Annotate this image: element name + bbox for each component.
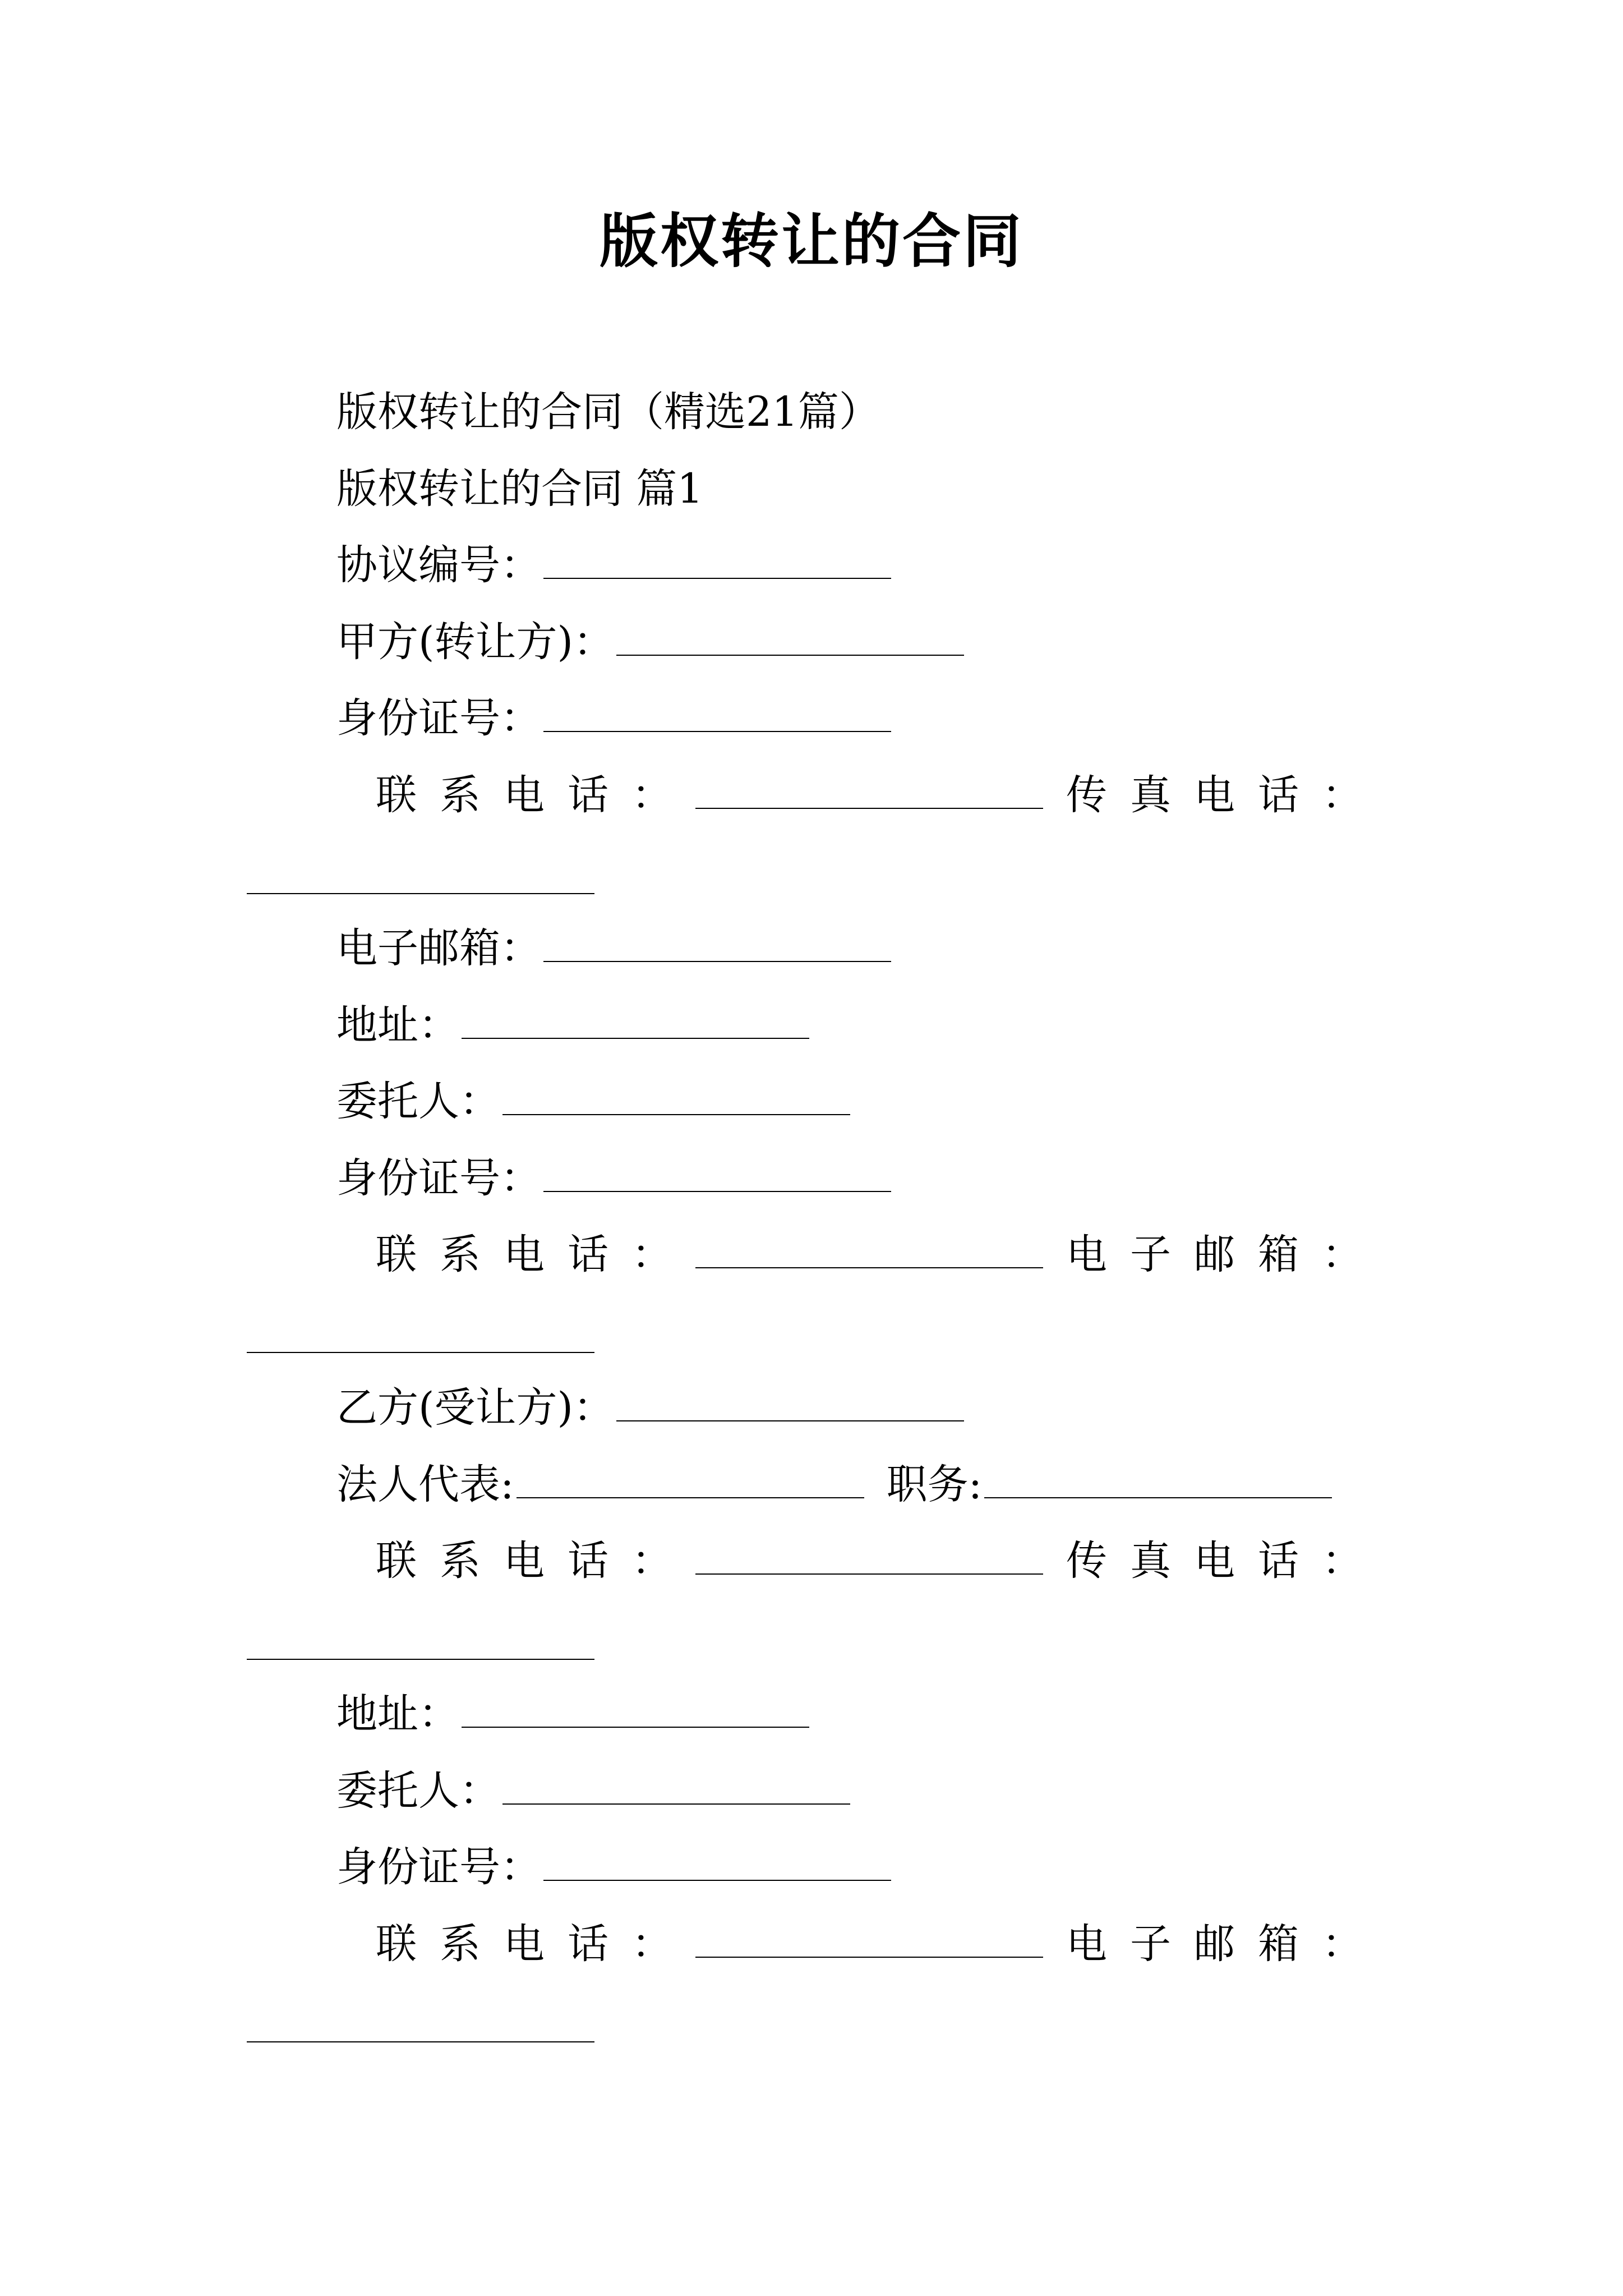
party-b-agent-field[interactable]	[502, 1803, 850, 1805]
label-char: 联	[376, 771, 417, 819]
label-char: 话	[568, 1537, 608, 1585]
label-char: 电	[1194, 1537, 1235, 1585]
party-b-agent-label: 委托人：	[336, 1767, 500, 1815]
label-char: 话	[568, 1920, 608, 1968]
party-b-fax-field[interactable]	[247, 1659, 594, 1660]
party-a-address-field[interactable]	[462, 1038, 809, 1039]
label-char: ：	[631, 1537, 672, 1585]
label-char: 电	[1066, 1920, 1107, 1968]
label-char: 系	[440, 1231, 481, 1278]
document-title: 版权转让的合同	[599, 206, 1023, 275]
party-a-email-label: 电子邮箱：	[336, 924, 541, 972]
party-b-agent-phone-email-row	[376, 1916, 1363, 1972]
label-char: ：	[1322, 771, 1363, 819]
party-b-agent-row	[336, 1763, 850, 1819]
label-char: 电	[504, 771, 545, 819]
label-char: 真	[1130, 1537, 1171, 1585]
party-a-id-field[interactable]	[543, 731, 891, 732]
party-a-email-row	[336, 921, 891, 977]
label-char: 联	[376, 1537, 417, 1585]
label-char: ：	[631, 1231, 672, 1278]
party-a-fax-field[interactable]	[247, 893, 594, 894]
party-a-phone-field[interactable]	[695, 808, 1043, 809]
party-b-phone-field[interactable]	[695, 1573, 1043, 1575]
label-char: 传	[1066, 1537, 1107, 1585]
party-a-email-field[interactable]	[543, 961, 891, 962]
label-char: 电	[1066, 1231, 1107, 1278]
party-b-agent-id-label: 身份证号：	[336, 1843, 541, 1891]
document-subtitle: 版权转让的合同（精选21篇）	[336, 388, 880, 436]
label-char: ：	[631, 1920, 672, 1968]
party-a-agent-id-field[interactable]	[543, 1191, 891, 1192]
party-b-phone-fax-row	[376, 1533, 1363, 1589]
party-a-agent-id-row	[336, 1151, 891, 1207]
party-b-field[interactable]	[616, 1420, 964, 1421]
label-char: 系	[440, 771, 481, 819]
party-a-address-label: 地址：	[336, 1001, 459, 1049]
party-a-agent-row	[336, 1074, 850, 1130]
party-a-field[interactable]	[616, 655, 964, 656]
label-char: 电	[504, 1231, 545, 1278]
label-char: 话	[568, 771, 608, 819]
label-char: 传	[1066, 771, 1107, 819]
label-char: ：	[1322, 1231, 1363, 1278]
party-a-agent-email-field[interactable]	[247, 1352, 594, 1353]
party-a-agent-label: 委托人：	[336, 1078, 500, 1125]
label-char: 电	[504, 1537, 545, 1585]
party-a-id-row	[336, 691, 891, 747]
label-char: 真	[1130, 771, 1171, 819]
label-char: 箱	[1258, 1920, 1299, 1968]
label-char: 邮	[1194, 1920, 1235, 1968]
party-a-id-label: 身份证号：	[336, 694, 541, 742]
label-char: 子	[1130, 1231, 1171, 1278]
label-char: 系	[440, 1537, 481, 1585]
agreement-number-row	[336, 537, 891, 593]
party-a-label: 甲方(转让方)：	[336, 618, 614, 666]
position-field[interactable]	[984, 1497, 1332, 1498]
party-b-row	[336, 1380, 964, 1436]
label-char: 电	[504, 1920, 545, 1968]
legal-rep-label: 法人代表:	[336, 1461, 514, 1508]
agreement-number-label: 协议编号：	[336, 541, 541, 589]
label-char: 子	[1130, 1920, 1171, 1968]
party-b-agent-id-row	[336, 1839, 891, 1895]
party-a-agent-field[interactable]	[502, 1114, 850, 1115]
party-b-legal-rep-row	[336, 1457, 1332, 1513]
party-b-agent-id-field[interactable]	[543, 1880, 891, 1881]
party-a-agent-phone-field[interactable]	[695, 1267, 1043, 1268]
party-a-agent-phone-email-row	[376, 1227, 1363, 1283]
party-b-label: 乙方(受让方)：	[336, 1384, 614, 1432]
party-a-row	[336, 614, 964, 670]
label-char: 电	[1194, 771, 1235, 819]
label-char: 联	[376, 1920, 417, 1968]
position-label: 职务:	[886, 1461, 983, 1508]
label-char: ：	[631, 771, 672, 819]
label-char: 邮	[1194, 1231, 1235, 1278]
party-b-agent-email-field[interactable]	[247, 2041, 594, 2042]
party-b-agent-phone-field[interactable]	[695, 1957, 1043, 1958]
label-char: 话	[568, 1231, 608, 1278]
party-b-address-row	[336, 1686, 809, 1742]
label-char: 联	[376, 1231, 417, 1278]
party-b-address-field[interactable]	[462, 1727, 809, 1728]
agreement-number-field[interactable]	[543, 578, 891, 579]
label-char: 话	[1258, 1537, 1299, 1585]
party-a-address-row	[336, 997, 809, 1053]
label-char: 系	[440, 1920, 481, 1968]
label-char: ：	[1322, 1920, 1363, 1968]
section-heading: 版权转让的合同 篇1	[336, 465, 703, 513]
party-a-agent-id-label: 身份证号：	[336, 1154, 541, 1202]
legal-rep-field[interactable]	[517, 1497, 864, 1498]
label-char: 箱	[1258, 1231, 1299, 1278]
label-char: ：	[1322, 1537, 1363, 1585]
party-b-address-label: 地址：	[336, 1690, 459, 1738]
label-char: 话	[1258, 771, 1299, 819]
party-a-phone-fax-row	[376, 767, 1363, 823]
